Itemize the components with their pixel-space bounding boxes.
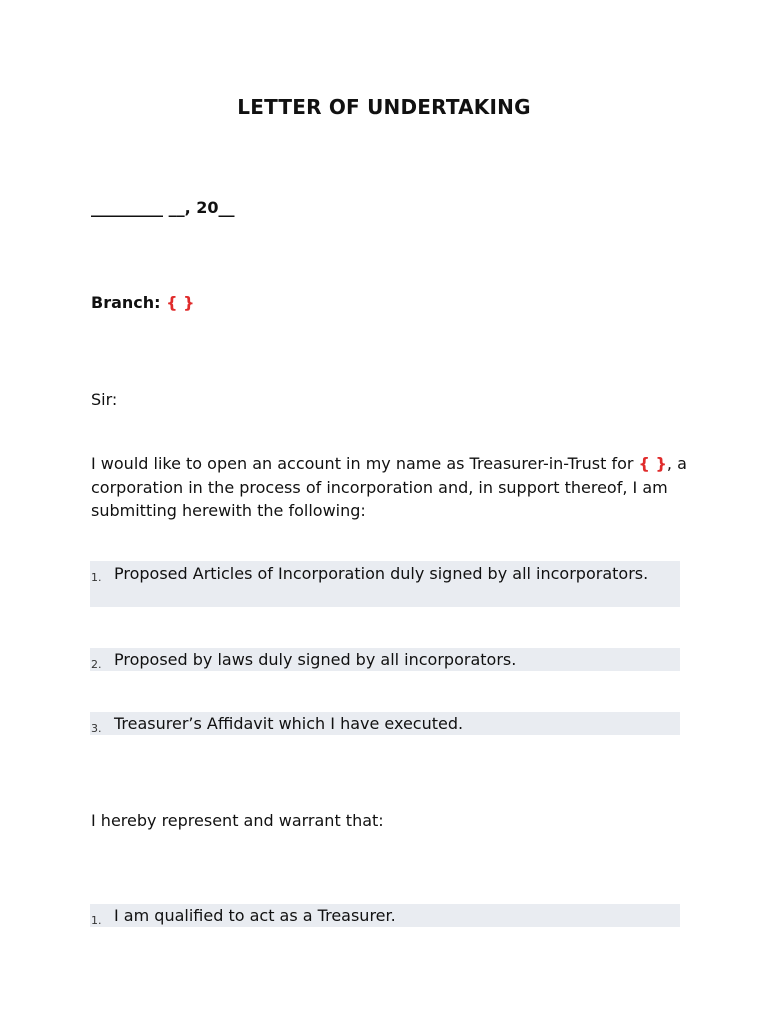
list-item-number: 1. <box>91 914 102 927</box>
list-item <box>90 712 680 735</box>
branch-line <box>91 292 194 314</box>
list-item-text: Treasurer’s Affidavit which I have executed. <box>114 714 464 733</box>
list-item-number: 1. <box>91 571 102 584</box>
list-item <box>90 648 680 671</box>
list-item-text: I am qualified to act as a Treasurer. <box>114 906 396 925</box>
corporation-placeholder: { } <box>638 454 667 473</box>
list-item-number: 3. <box>91 722 102 735</box>
list-item <box>90 904 680 927</box>
document-title: LETTER OF UNDERTAKING <box>237 95 531 119</box>
branch-label: Branch: <box>91 293 161 312</box>
intro-text-before: I would like to open an account in my name as Treasurer-in-Trust for <box>91 454 634 473</box>
intro-text-after: , a corporation in the process of incorporation and, in support thereof, I am submitting herewith the following: <box>91 454 687 520</box>
salutation: Sir: <box>91 390 118 409</box>
intro-paragraph <box>91 452 691 523</box>
list-item <box>90 561 680 607</box>
list-item-number: 2. <box>91 658 102 671</box>
date-line: _________ __, 20__ <box>91 198 235 217</box>
list-item-text: Proposed Articles of Incorporation duly signed by all incorporators. <box>114 564 649 583</box>
branch-placeholder: { } <box>166 293 195 312</box>
warrant-intro: I hereby represent and warrant that: <box>91 811 384 830</box>
list-item-text: Proposed by laws duly signed by all incorporators. <box>114 650 517 669</box>
